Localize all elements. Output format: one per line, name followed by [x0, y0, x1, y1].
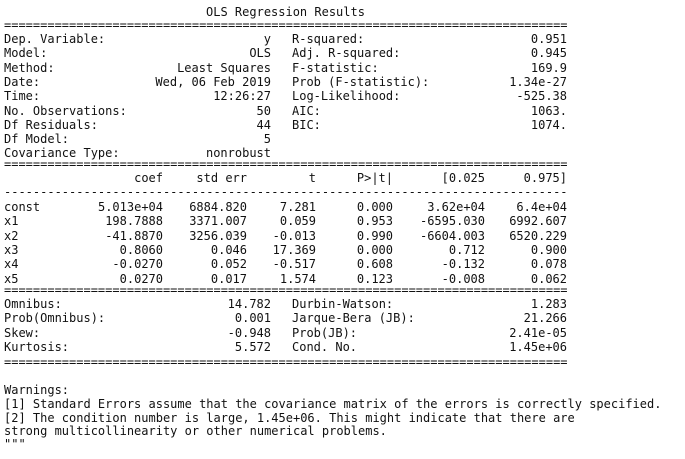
- coef-column-header: std err: [196, 171, 247, 185]
- coef-cell: 0.059: [279, 214, 316, 229]
- coef-row-name: x1: [4, 214, 19, 229]
- warnings-header: Warnings:: [4, 383, 70, 397]
- coef-cell: 0.017: [210, 271, 247, 286]
- coef-cell: 0.078: [530, 257, 567, 272]
- summary-label: Time:: [4, 89, 41, 104]
- diag-value: 1.45e+06: [509, 339, 567, 354]
- diag-label: Jarque-Bera (JB):: [292, 311, 415, 326]
- coef-cell: 0.712: [448, 242, 485, 257]
- coef-cell: 0.123: [356, 271, 393, 286]
- coef-cell: 0.062: [530, 271, 567, 286]
- summary-value: OLS: [249, 46, 271, 61]
- coef-cell: -0.0270: [112, 257, 163, 272]
- summary-value: 44: [256, 117, 271, 132]
- summary-value: 5: [263, 132, 271, 147]
- summary-value: 169.9: [530, 60, 567, 75]
- summary-value: 50: [256, 103, 271, 118]
- summary-label: Method:: [4, 60, 55, 75]
- summary-value: 12:26:27: [213, 89, 271, 104]
- summary-label: Df Residuals:: [4, 117, 98, 132]
- diag-value: 0.001: [234, 311, 271, 326]
- summary-value: -525.38: [516, 89, 567, 104]
- coef-column-header: P>|t|: [356, 171, 393, 185]
- summary-value: 1074.: [530, 117, 567, 132]
- summary-label: AIC:: [292, 103, 321, 118]
- summary-value: 1063.: [530, 103, 567, 118]
- coef-cell: 6.4e+04: [516, 200, 567, 214]
- coef-cell: 3.62e+04: [427, 200, 485, 214]
- coef-column-header: coef: [134, 171, 163, 185]
- coef-column-header: 0.975]: [523, 171, 567, 185]
- summary-label: Prob (F-statistic):: [292, 74, 430, 89]
- summary-label: Dep. Variable:: [4, 32, 106, 46]
- diag-label: Kurtosis:: [4, 339, 70, 354]
- diag-value: 14.782: [227, 297, 271, 311]
- diag-value: -0.948: [227, 325, 271, 340]
- summary-value: 1.34e-27: [509, 74, 567, 89]
- summary-label: BIC:: [292, 117, 321, 132]
- coef-cell: 0.000: [356, 242, 393, 257]
- summary-label: Log-Likelihood:: [292, 89, 401, 104]
- coef-row-name: x2: [4, 228, 19, 243]
- diag-label: Cond. No.: [292, 339, 358, 354]
- diag-label: Omnibus:: [4, 297, 62, 311]
- coef-cell: -6595.030: [419, 214, 485, 229]
- coef-cell: 1.574: [279, 271, 316, 286]
- separator-top: [4, 18, 567, 32]
- separator-coef-end: [4, 283, 567, 297]
- summary-label: R-squared:: [292, 32, 365, 46]
- coef-cell: -6604.003: [419, 228, 485, 243]
- diag-value: 5.572: [234, 339, 271, 354]
- coef-cell: -0.132: [441, 257, 485, 272]
- separator-coef-header: [4, 185, 567, 199]
- coef-cell: 0.8060: [119, 242, 163, 257]
- coef-cell: 3371.007: [189, 214, 247, 229]
- coef-cell: -0.008: [441, 271, 485, 286]
- coef-cell: 17.369: [272, 242, 316, 257]
- coef-row-name: const: [4, 200, 41, 214]
- docstring-end: """: [4, 437, 26, 451]
- coef-cell: 3256.039: [189, 228, 247, 243]
- report-title: OLS Regression Results: [206, 5, 365, 19]
- coef-cell: 0.052: [210, 257, 247, 272]
- summary-label: Df Model:: [4, 132, 70, 147]
- summary-label: F-statistic:: [292, 60, 379, 75]
- summary-value: nonrobust: [205, 146, 271, 161]
- warning-line: [1] Standard Errors assume that the covariance matrix of the errors is correctly specified.: [4, 397, 662, 411]
- diag-label: Durbin-Watson:: [292, 297, 394, 311]
- summary-value: y: [263, 32, 271, 46]
- summary-label: No. Observations:: [4, 103, 127, 118]
- separator-summary-end: [4, 157, 567, 171]
- coef-cell: 198.7888: [105, 214, 163, 229]
- coef-cell: 0.900: [530, 242, 567, 257]
- summary-label: Date:: [4, 74, 41, 89]
- summary-label: Adj. R-squared:: [292, 46, 401, 61]
- coef-cell: 0.0270: [119, 271, 163, 286]
- coef-cell: 0.046: [210, 242, 247, 257]
- coef-cell: 5.013e+04: [97, 200, 163, 214]
- diag-value: 21.266: [523, 311, 567, 326]
- summary-label: Covariance Type:: [4, 146, 120, 161]
- coef-row-name: x3: [4, 242, 19, 257]
- coef-cell: -0.517: [272, 257, 316, 272]
- coef-column-header: [0.025: [441, 171, 485, 185]
- coef-cell: 6520.229: [509, 228, 567, 243]
- diag-label: Prob(JB):: [292, 325, 358, 340]
- coef-column-header: t: [308, 171, 316, 185]
- coef-cell: -41.8870: [105, 228, 163, 243]
- coef-cell: 7.281: [279, 200, 316, 214]
- coef-row-name: x5: [4, 271, 19, 286]
- coef-row-name: x4: [4, 257, 19, 272]
- diag-value: 1.283: [530, 297, 567, 311]
- summary-value: 0.951: [530, 32, 567, 46]
- warning-line: [2] The condition number is large, 1.45e+06. This might indicate that there are: [4, 410, 575, 425]
- coef-cell: 0.000: [356, 200, 393, 214]
- summary-label: Model:: [4, 46, 48, 61]
- coef-cell: 6884.820: [189, 200, 247, 214]
- diag-label: Prob(Omnibus):: [4, 311, 106, 326]
- separator-bottom: [4, 355, 567, 369]
- warning-line: strong multicollinearity or other numerical problems.: [4, 424, 387, 438]
- diag-label: Skew:: [4, 325, 41, 340]
- summary-value: 0.945: [530, 46, 567, 61]
- coef-cell: 0.953: [356, 214, 393, 229]
- summary-value: Least Squares: [177, 60, 271, 75]
- coef-cell: 0.608: [356, 257, 393, 272]
- coef-cell: 0.990: [356, 228, 393, 243]
- summary-value: Wed, 06 Feb 2019: [155, 74, 271, 89]
- coef-cell: 6992.607: [509, 214, 567, 229]
- coef-cell: -0.013: [272, 228, 316, 243]
- diag-value: 2.41e-05: [509, 325, 567, 340]
